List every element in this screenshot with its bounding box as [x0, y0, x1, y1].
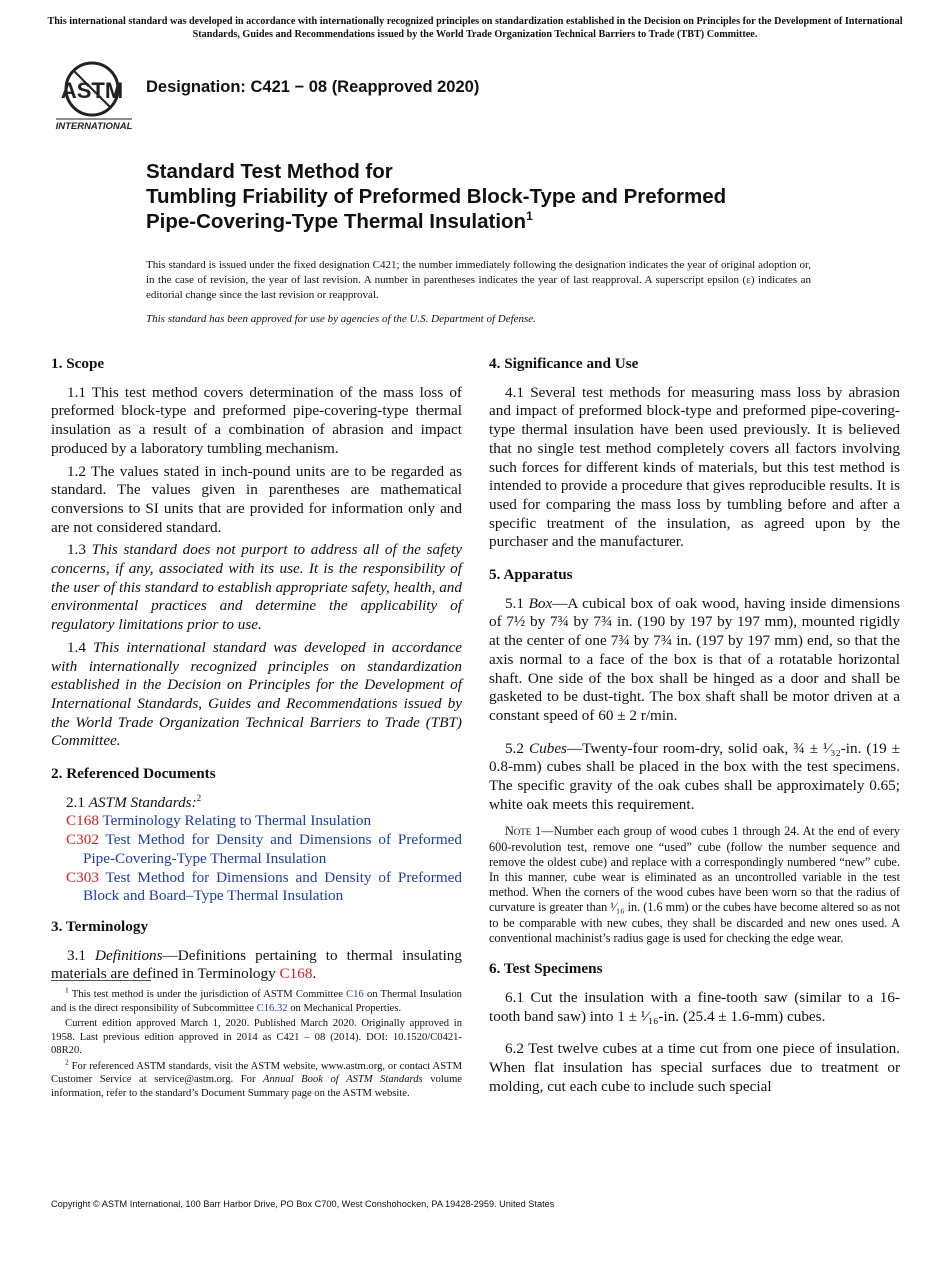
apparatus-heading: 5. Apparatus: [489, 566, 573, 584]
scope-heading: 1. Scope: [51, 355, 105, 372]
terminology-3-1: [51, 947, 462, 984]
terminology-text: —Definitions pertaining to thermal insulating materials are defined in Terminology: [51, 946, 462, 983]
ref-line-num: 2.1: [66, 793, 85, 811]
terminology-term: Definitions: [95, 946, 163, 964]
footnote-1-mark: 1: [65, 985, 69, 995]
footnote-1-text-b: on Thermal Insulation and is the direct responsibility of Subcommittee: [51, 989, 462, 1014]
footnotes: [51, 985, 463, 1102]
apparatus-5-1: [489, 595, 900, 726]
ref-item-c168[interactable]: [51, 812, 462, 831]
apparatus-5-1-num: 5.1: [505, 594, 524, 612]
specimens-6-1: 6.1 Cut the insulation with a fine-tooth saw (similar to a 16-tooth band saw) into 1 ± ¹⁄₁₆-in. (25.4 ± 1.6-mm) cubes.: [489, 988, 900, 1025]
ref-item-c303[interactable]: [51, 869, 462, 906]
ref-code-link[interactable]: C302: [66, 831, 99, 849]
document-title: [146, 159, 866, 234]
scope-1-2: 1.2 The values stated in inch-pound units are to be regarded as standard. The values given in parentheses are mathematical conversions to SI units that are provided for information only and are not considered standard.: [51, 462, 462, 536]
astm-logo-icon: [54, 56, 134, 134]
significance-4-1: 4.1 Several test methods for measuring mass loss by abrasion and impact of preformed block-type and preformed pipe-covering-type thermal insulation have been used previously. It is believed that no single test method completely covers all factors involving such forces for different kinds of materials, but this test method is intended to provide a procedure that gives reproducible results. It is used for comparing the mass loss by tumbling before and after a specific treatment of the insulation, as agreed upon by the purchaser and the manufacturer.: [489, 383, 900, 551]
copyright-notice: Copyright © ASTM International, 100 Barr Harbor Drive, PO Box C700, West Conshohocken, PA 19428-2959. United States: [51, 1199, 555, 1209]
title-line-2: Tumbling Friability of Preformed Block-Type and Preformed: [146, 185, 727, 208]
footnote-1-text-a: This test method is under the jurisdiction of ASTM Committee: [71, 989, 343, 1000]
ref-item-c302[interactable]: [51, 831, 462, 868]
ref-title-link[interactable]: Test Method for Dimensions and Density of Preformed Block and Board–Type Thermal Insulation: [83, 868, 462, 905]
left-column: [51, 355, 462, 988]
logo-subtext: INTERNATIONAL: [55, 121, 133, 132]
right-column: [489, 355, 900, 1100]
test-specimens-heading: 6. Test Specimens: [489, 960, 603, 978]
ref-line-label: ASTM Standards:: [88, 793, 197, 811]
specimens-6-2: 6.2 Test twelve cubes at a time cut from one piece of insulation. When flat insulation has special surfaces due to treatment or molding, cut each cube to include such special: [489, 1040, 900, 1095]
scope-1-3-num: 1.3: [67, 541, 86, 559]
ref-title-link[interactable]: Terminology Relating to Thermal Insulation: [102, 812, 372, 830]
scope-1-3: [51, 541, 462, 635]
astm-standards-line: [51, 794, 462, 813]
apparatus-5-2-num: 5.2: [505, 739, 524, 757]
scope-1-4-text: This international standard was developed in accordance with internationally recognized principles on standardization established in the Decision on Principles for the Development of International Standards, Guides and Recommendations issued by the World Trade Organization Technical Barriers to Trade (TBT) Committee.: [51, 638, 463, 750]
footnote-edition: Current edition approved March 1, 2020. Published March 2020. Originally approved in 1958. Last previous edition approved in 2014 as C421 – 08 (2014). DOI: 10.1520/C0421-08R20.: [51, 1018, 462, 1056]
scope-1-4: [51, 639, 462, 751]
significance-heading: 4. Significance and Use: [489, 355, 639, 372]
scope-1-3-text: This standard does not purport to address all of the safety concerns, if any, associated with its use. It is the responsibility of the user of this standard to establish appropriate safety, health, and environmental practices and determine the applicability of regulatory limitations prior to use.: [51, 541, 463, 634]
committee-c16-link[interactable]: C16: [346, 989, 364, 1000]
terminology-c168-link[interactable]: C168: [279, 965, 313, 983]
apparatus-5-2: [489, 740, 900, 815]
terminology-end: .: [312, 965, 317, 983]
apparatus-5-1-text: —A cubical box of oak wood, having inside dimensions of 7½ by 7¾ by 7¾ in. (190 by 197 by 197 mm), mounted rigidly at the center of one 7¾ by 7¾ in. (197 by 197 mm) end, so that the axis normal to a face of the box is that of a rotatable horizontal shaft. One side of the box shall be hinged as a door and shall be gasketed to be dust-tight. The box shaft shall be motor driven at a constant speed of 60 ± 2 r/min.: [489, 594, 900, 724]
dod-approval-statement: This standard has been approved for use by agencies of the U.S. Department of Defense.: [146, 313, 536, 325]
note-1-text: —Number each group of wood cubes 1 through 24. At the end of every 600-revolution test, remove one “used” cube (follow the number sequence and remove the oldest cube) and replace with a correspondingly numbered “new” cube. In this manner, cube wear is eliminated as an uncontrolled variable in the test method. When the corners of the wood cubes have been worn so that the radius of curvature is greater than ¹⁄₁₆ in. (1.6 mm) or the cubes have become altered so as not to be comparable with new cubes, they shall be discarded and new ones used. A conventional machinist’s radius gage is used for checking the edge wear.: [489, 824, 901, 945]
apparatus-5-2-term: Cubes: [529, 739, 567, 757]
apparatus-5-1-term: Box: [528, 594, 553, 612]
footnote-1-text-c: on Mechanical Properties.: [290, 1002, 402, 1014]
designation: Designation: C421 − 08 (Reapproved 2020): [146, 78, 480, 96]
ref-line-sup: 2: [196, 792, 202, 803]
footnote-2-text-b: volume information, refer to the standard’s Document Summary page on the ASTM website.: [51, 1074, 463, 1099]
footnote-2: [51, 1056, 463, 1101]
ref-code-link[interactable]: C303: [66, 868, 99, 886]
title-line-3: [146, 209, 866, 234]
note-1: [489, 824, 900, 946]
title-footnote-mark: 1: [526, 209, 533, 224]
issue-statement: This standard is issued under the fixed designation C421; the number immediately following the designation indicates the year of original adoption or, in the case of revision, the year of last revision. A number in parentheses indicates the year of last reapproval. A superscript epsilon (ε) indicates an editorial change since the last revision or reapproval.: [146, 259, 811, 301]
terminology-heading: 3. Terminology: [51, 917, 149, 935]
scope-1-1: 1.1 This test method covers determination of the mass loss of preformed block-type and preformed pipe-covering-type thermal insulation as a result of a combination of abrasion and impact produced by a laboratory tumbling mechanism.: [51, 383, 462, 457]
scope-1-4-num: 1.4: [67, 638, 86, 656]
terminology-num: 3.1: [67, 946, 86, 964]
ref-title-link[interactable]: Test Method for Density and Dimensions of Preformed Pipe-Covering-Type Thermal Insulation: [83, 831, 462, 867]
referenced-documents-heading: 2. Referenced Documents: [51, 765, 216, 783]
top-notice: This international standard was developed in accordance with internationally recognized principles on standardization established in the Decision on Principles for the Development of International Standards, Guides and Recommendations issued by the World Trade Organization Technical Barriers to Trade (TBT) Committee.: [47, 16, 903, 40]
footnote-1: [51, 985, 462, 1015]
footnote-divider: [51, 980, 151, 981]
footnote-2-text-a: For referenced ASTM standards, visit the ASTM website, www.astm.org, or contact ASTM Customer Service at service@astm.org. For: [51, 1060, 462, 1085]
subcommittee-c16-32-link[interactable]: C16.32: [256, 1002, 288, 1014]
apparatus-5-2-text: —Twenty-four room-dry, solid oak, ¾ ± ¹⁄₃₂-in. (19 ± 0.8-mm) cubes shall be placed in the box with the test specimens. The specific gravity of the oak cubes shall be approximately 0.65; white oak meets this requirement.: [489, 739, 901, 813]
title-line-1: Standard Test Method for: [146, 160, 393, 183]
note-1-label: Note 1: [505, 824, 542, 839]
footnote-2-mark: 2: [65, 1056, 69, 1066]
ref-code-link[interactable]: C168: [66, 812, 99, 830]
footnote-2-italic: Annual Book of ASTM Standards: [263, 1074, 423, 1085]
logo-text: ASTM: [60, 78, 124, 103]
title-line-3-text: Pipe-Covering-Type Thermal Insulation: [146, 210, 527, 233]
